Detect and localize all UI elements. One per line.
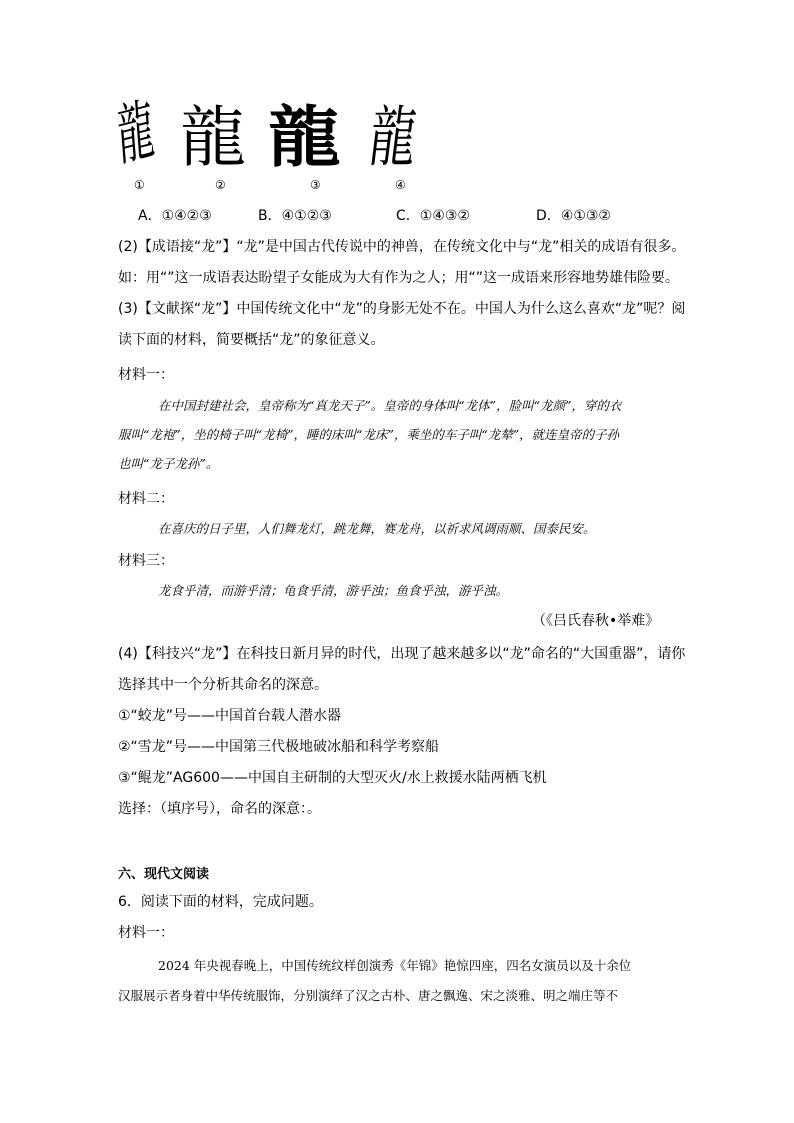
q2-line-2: 如：用“”这一成语表达盼望子女能成为大有作为之人；用“”这一成语来形容地势雄伟险要。 — [118, 270, 680, 286]
section-6-material-1-label: 材料一： — [118, 925, 174, 941]
glyph-number-4: ④ — [395, 178, 406, 192]
option-c: C．①④③② — [396, 208, 470, 224]
material-2-label: 材料二： — [118, 491, 174, 507]
glyph-clerical-script: 龍 — [268, 99, 341, 176]
section-6-heading: 六、现代文阅读 — [118, 867, 210, 882]
glyph-regular-script: 龍 — [180, 99, 246, 176]
glyph-number-2: ② — [215, 178, 226, 192]
material-1-line-2: 服叫“龙袍”，坐的椅子叫“龙椅”，睡的床叫“龙床”，乘坐的车子叫“龙辇”，就连皇帝的子孙 — [118, 427, 620, 442]
q3-line-1: (3)【文献探“龙”】中国传统文化中“龙”的身影无处不在。中国人为什么这么喜欢“龙”呢？阅 — [118, 301, 686, 317]
q4-item-2: ②“雪龙”号——中国第三代极地破冰船和科学考察船 — [118, 739, 440, 755]
material-1-line-3: 也叫“龙子龙孙”。 — [118, 456, 219, 471]
option-b: B．④①②③ — [258, 208, 332, 224]
option-d: D．④①③② — [536, 208, 611, 224]
material-1-line-1: 在中国封建社会，皇帝称为“真龙天子”。皇帝的身体叫“龙体”，脸叫“龙颜”，穿的衣 — [158, 398, 622, 413]
q3-line-2: 读下面的材料，简要概括“龙”的象征意义。 — [118, 332, 385, 348]
material-3-line-1: 龙食乎清，而游乎清；龟食乎清，游乎浊；鱼食乎浊，游乎浊。 — [158, 583, 509, 598]
material-1-label: 材料一： — [118, 367, 174, 383]
section-6-paragraph-line-2: 汉服展示者身着中华传统服饰，分别演绎了汉之古朴、唐之飘逸、宋之淡雅、明之端庄等不 — [118, 988, 619, 1003]
material-3-label: 材料三： — [118, 553, 174, 569]
q4-item-3: ③“鲲龙”AG600——中国自主研制的大型灭火/水上救援水陆两栖飞机 — [118, 770, 547, 786]
material-3-source: （《吕氏春秋•举难》 — [532, 613, 660, 629]
q4-answer-line: 选择：（填序号），命名的深意：。 — [118, 801, 321, 817]
glyph-bronze-script: 龍 — [365, 99, 422, 176]
material-2-line-1: 在喜庆的日子里，人们舞龙灯，跳龙舞，赛龙舟，以祈求风调雨顺、国泰民安。 — [158, 521, 596, 536]
q2-line-1: (2)【成语接“龙”】“龙”是中国古代传说中的神兽，在传统文化中与“龙”相关的成语有很多。 — [118, 239, 686, 255]
section-6-paragraph-line-1: 2024 年央视春晚上，中国传统纹样创演秀《年锦》艳惊四座，四名女演员以及十余位 — [158, 958, 632, 973]
q6-prompt: 6．阅读下面的材料，完成问题。 — [118, 894, 323, 910]
glyph-number-3: ③ — [310, 178, 321, 192]
q4-item-1: ①“蛟龙”号——中国首台载人潜水器 — [118, 708, 342, 724]
glyph-seal-script: 龍 — [115, 90, 157, 176]
q4-line-1: (4)【科技兴“龙”】在科技日新月异的时代，出现了越来越多以“龙”命名的“大国重器”，请你 — [118, 646, 686, 662]
q4-line-2: 选择其中一个分析其命名的深意。 — [118, 677, 328, 693]
dragon-character-glyphs — [115, 90, 428, 178]
option-a: A．①④②③ — [138, 208, 212, 224]
glyph-number-1: ① — [134, 178, 145, 192]
